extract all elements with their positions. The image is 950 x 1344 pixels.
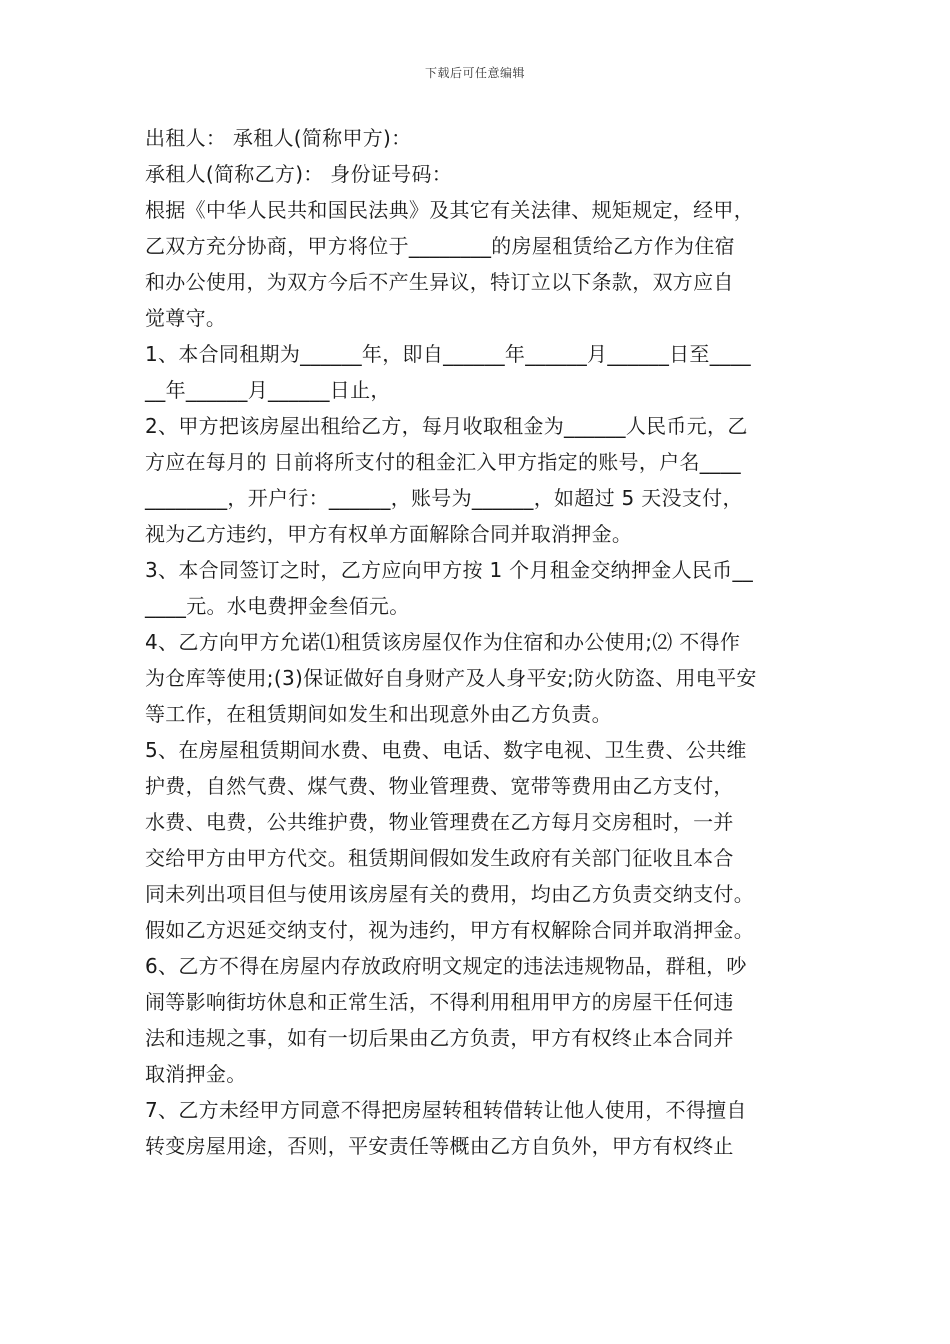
text-line: 4、乙方向甲方允诺⑴租赁该房屋仅作为住宿和办公使用;⑵ 不得作 [145, 630, 741, 654]
text-line: 闹等影响街坊休息和正常生活，不得利用租用甲方的房屋干任何违 [145, 990, 734, 1014]
text-line: 出租人： 承租人(简称甲方)： [145, 126, 412, 150]
text-line: 同未列出项目但与使用该房屋有关的费用，均由乙方负责交纳支付。 [145, 882, 754, 906]
text-line: 等工作，在租赁期间如发生和出现意外由乙方负责。 [145, 702, 612, 726]
text-line: 乙双方充分协商，甲方将位于________的房屋租赁给乙方作为住宿 [145, 234, 735, 258]
text-line: ____元。水电费押金叁佰元。 [145, 594, 410, 618]
page-header: 下载后可任意编辑 [424, 66, 525, 80]
text-line: 水费、电费，公共维护费，物业管理费在乙方每月交房租时，一并 [145, 810, 734, 834]
text-line: __年______月______日止， [145, 378, 391, 402]
text-line: ________，开户行：______，账号为______，如超过 5 天没支付， [145, 486, 743, 510]
contract-body [145, 120, 807, 1164]
text-line: 方应在每月的 日前将所支付的租金汇入甲方指定的账号，户名____ [145, 450, 741, 474]
text-line: 护费，自然气费、煤气费、物业管理费、宽带等费用由乙方支付， [145, 774, 734, 798]
text-line: 3、本合同签订之时，乙方应向甲方按 1 个月租金交纳押金人民币__ [145, 558, 754, 582]
text-line: 承租人(简称乙方)： 身份证号码： [145, 162, 453, 186]
text-line: 交给甲方由甲方代交。租赁期间假如发生政府有关部门征收且本合 [145, 846, 734, 870]
text-line: 为仓库等使用;(3)保证做好自身财产及人身平安;防火防盗、用电平安 [145, 666, 757, 690]
text-line: 7、乙方未经甲方同意不得把房屋转租转借转让他人使用，不得擅自 [145, 1098, 747, 1122]
text-line: 6、乙方不得在房屋内存放政府明文规定的违法违规物品，群租，吵 [145, 954, 747, 978]
text-line: 转变房屋用途，否则，平安责任等概由乙方自负外，甲方有权终止 [145, 1134, 734, 1158]
text-line: 根据《中华人民共和国民法典》及其它有关法律、规矩规定，经甲， [145, 198, 754, 222]
text-line: 5、在房屋租赁期间水费、电费、电话、数字电视、卫生费、公共维 [145, 738, 747, 762]
text-line: 2、甲方把该房屋出租给乙方，每月收取租金为______人民币元，乙 [145, 414, 748, 438]
text-line: 1、本合同租期为______年，即自______年______月______日至____ [145, 342, 751, 366]
text-line: 法和违规之事，如有一切后果由乙方负责，甲方有权终止本合同并 [145, 1026, 734, 1050]
text-line: 假如乙方迟延交纳支付，视为违约，甲方有权解除合同并取消押金。 [145, 918, 754, 942]
text-line: 和办公使用，为双方今后不产生异议，特订立以下条款，双方应自 [145, 270, 734, 294]
text-line: 觉尊守。 [145, 306, 227, 330]
text-line: 视为乙方违约，甲方有权单方面解除合同并取消押金。 [145, 522, 633, 546]
text-line: 取消押金。 [145, 1062, 247, 1086]
